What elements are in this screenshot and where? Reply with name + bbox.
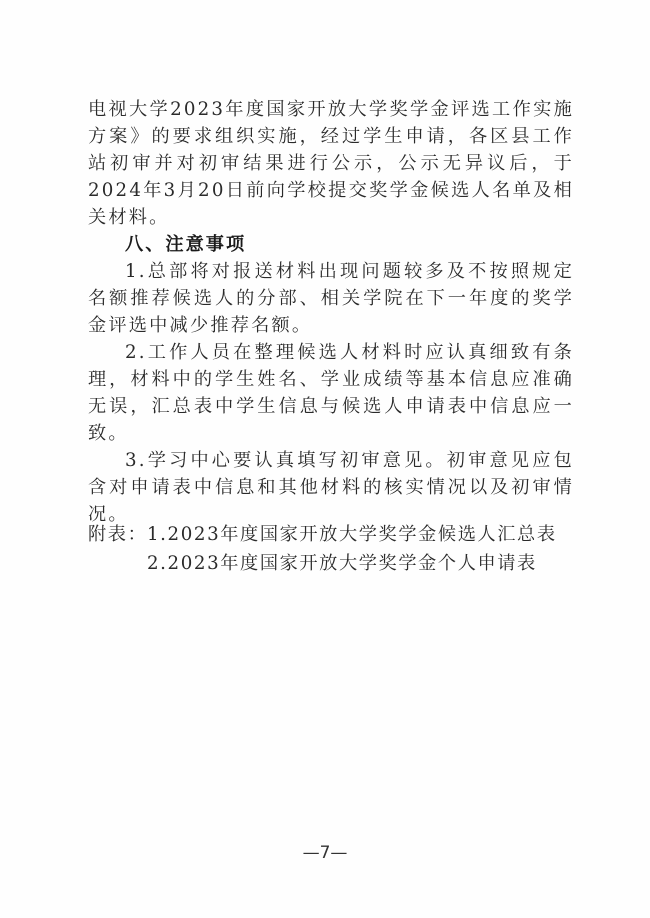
annex-item-1: 1.2023年度国家开放大学奖学金候选人汇总表 — [147, 524, 557, 545]
note-item-1: 1.总部将对报送材料出现问题较多及不按照规定名额推荐候选人的分部、相关学院在下一年度的奖学金评选中减少推荐名额。 — [88, 261, 574, 336]
document-body — [88, 96, 574, 528]
section-heading: 八、注意事项 — [125, 234, 247, 255]
paragraph-continuation: 电视大学2023年度国家开放大学奖学金评选工作实施方案》的要求组织实施，经过学生申请，各区县工作站初审并对初审结果进行公示，公示无异议后，于2024年3月20日前向学校提交奖学金候选人名单及相关材料。 — [88, 99, 574, 228]
annex-row-1 — [88, 520, 578, 549]
note-item-3: 3.学习中心要认真填写初审意见。初审意见应包含对申请表中信息和其他材料的核实情况以及初审情况。 — [88, 450, 574, 525]
page-number: —7— — [302, 843, 348, 863]
annex-label: 附表： — [88, 524, 148, 545]
note-item-2: 2.工作人员在整理候选人材料时应认真细致有条理，材料中的学生姓名、学业成绩等基本信息应准确无误，汇总表中学生信息与候选人申请表中信息应一致。 — [88, 342, 574, 444]
annex-item-2: 2.2023年度国家开放大学奖学金个人申请表 — [147, 553, 537, 574]
annex-list — [88, 520, 578, 578]
annex-row-2 — [88, 549, 578, 578]
